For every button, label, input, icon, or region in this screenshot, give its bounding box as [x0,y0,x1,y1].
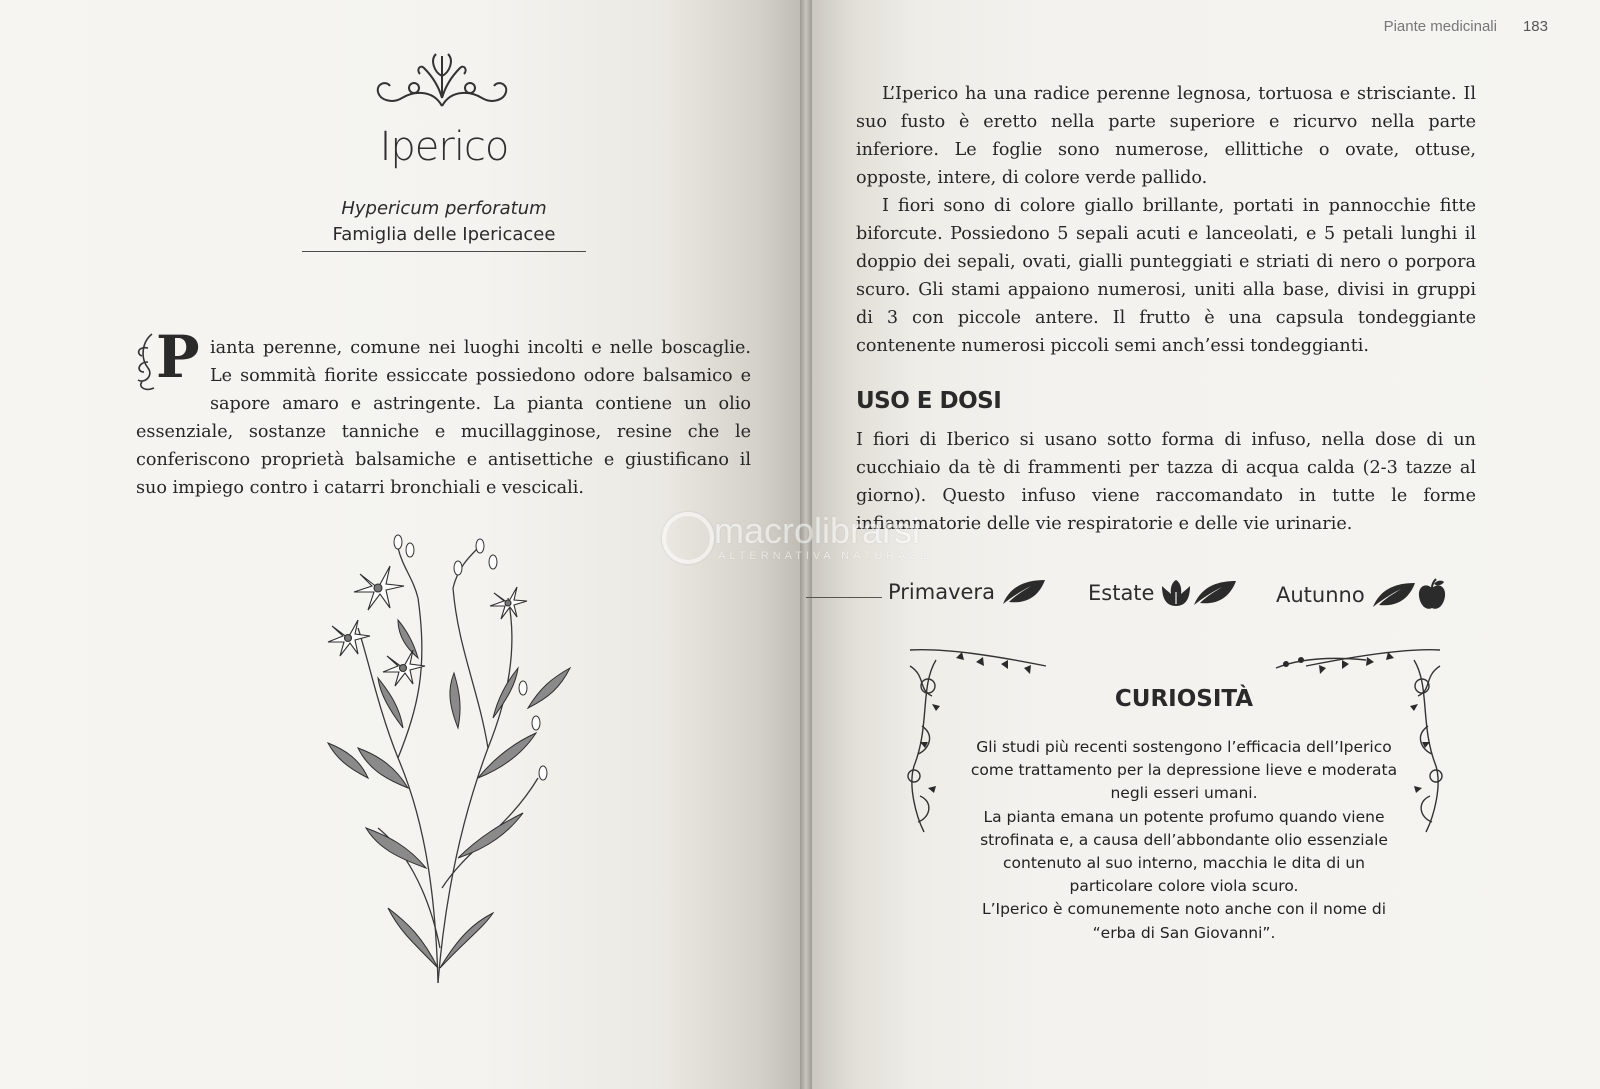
description-paragraph: L’Iperico ha una radice perenne legnosa, tortuosa e strisciante. Il suo fusto è eretto nella parte superiore e ricurvo nella parte inferiore. Le foglie sono numerose, ellittiche o ovate, ottuse, opposte, intere, di colore verde pallido. [856,84,1476,188]
description-text [856,80,1476,360]
drop-cap [134,323,206,396]
season-estate [1088,578,1238,608]
curiosity-paragraph: L’Iperico è comunemente noto anche con il nome di “erba di San Giovanni”. [981,900,1387,942]
season-autunno [1276,578,1447,612]
intro-paragraph [136,323,751,502]
description-paragraph: I fiori sono di colore giallo brillante, portati in pannocchie fitte biforcute. Possiedono 5 sepali acuti e lanceolati, e 5 petali lunghi il doppio dei sepali, ovati, gialli punteggiati e striati di nero o porpora scuro. Gli stami appaiono numerosi, uniti alla base, divisi in gruppi di 3 con piccole antere. Il frutto è una capsula tondeggiante contenente numerosi piccoli semi anch’essi tondeggianti. [856,196,1476,356]
title-divider [302,251,586,252]
season-label: Primavera [888,580,995,604]
family-name: Famiglia delle Ipericacee [332,224,556,245]
section-name: Piante medicinali [1383,18,1497,35]
curiosity-text [960,736,1408,945]
usage-text: I fiori di Iberico si usano sotto forma di infuso, nella dose di un cucchiaio da tè di frammenti per tazza di acqua calda (2-3 tazze al giorno). Questo infuso viene raccomandato in tutte le forme infiammatorie delle vie respiratorie e delle vie urinarie. [856,430,1476,534]
intro-text: ianta perenne, comune nei luoghi incolti e nelle boscaglie. Le sommità fiorite essiccate possiedono odore balsamico e sapore amaro e astringente. La pianta contiene un olio essenziale, sostanze tanniche e mucillagginose, resine che le conferiscono proprietà balsamiche e antisettiche e giustificano il suo impiego contro i catarri bronchiali e vescicali. [136,338,751,498]
curiosity-paragraph: Gli studi più recenti sostengono l’efficacia dell’Iperico come trattamento per la depressione lieve e moderata negli esseri umani. [970,738,1398,803]
watermark-brand: macrolibrarsi [714,510,921,551]
watermark-logo-icon [662,512,714,564]
flourish-ornament-icon [372,48,512,110]
page-title: Iperico [379,124,509,170]
leaf-icon [1001,578,1047,606]
season-primavera [888,578,1047,606]
usage-heading: USO E DOSI [856,388,1002,414]
latin-name: Hypericum perforatum [341,198,547,219]
running-header [1384,18,1548,35]
curiosity-heading: CURIOSITÀ [1114,686,1254,712]
drop-cap-letter: P [156,323,200,391]
apple-icon [1417,578,1447,612]
tulip-icon [1160,578,1192,608]
hypericum-illustration-icon [308,528,588,1003]
season-label: Autunno [1276,583,1365,607]
watermark-tagline: ALTERNATIVA NATURALE [718,550,932,562]
page-number: 183 [1522,18,1548,35]
title-block [300,196,588,248]
leaf-icon [1371,581,1417,609]
season-divider [806,597,882,598]
leaf-icon [1192,579,1238,607]
curiosity-paragraph: La pianta emana un potente profumo quando viene strofinata e, a causa dell’abbondante olio essenziale contenuto al suo interno, macchia le dita di un particolare colore viola scuro. [980,807,1388,896]
watermark [662,510,992,570]
season-label: Estate [1088,581,1155,605]
